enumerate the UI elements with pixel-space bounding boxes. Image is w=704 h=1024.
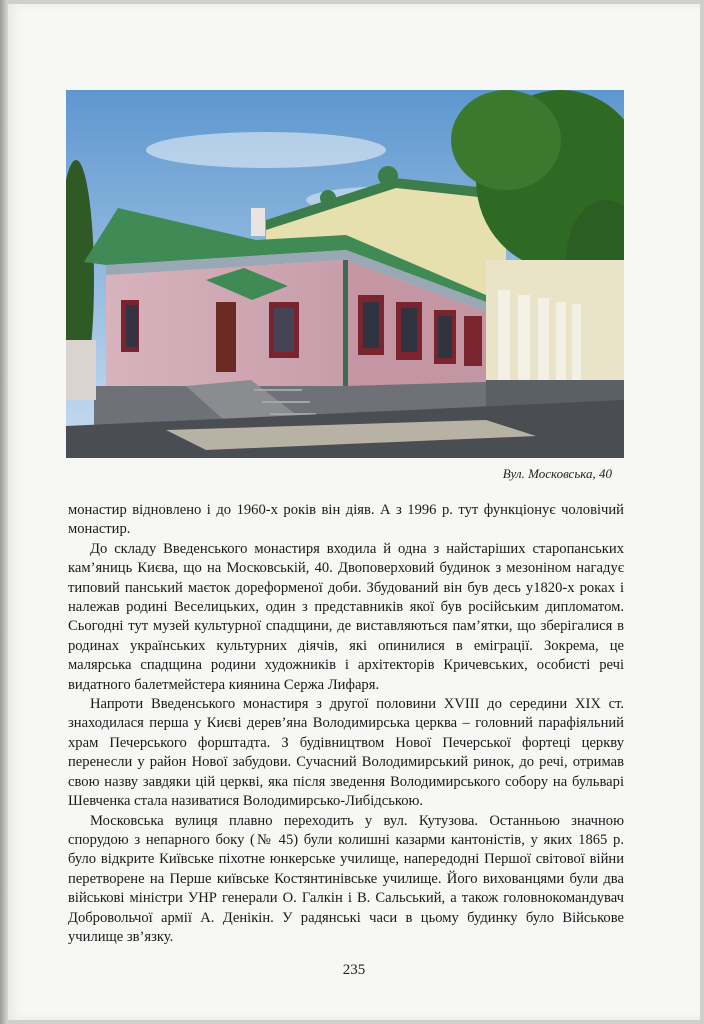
paragraph: монастир відновлено і до 1960-х років він діяв. А з 1996 р. тут функціонує чоловічий монастир. bbox=[68, 502, 624, 538]
photo-caption: Вул. Московська, 40 bbox=[502, 466, 612, 481]
page-number: 235 bbox=[342, 962, 366, 978]
page-gutter bbox=[0, 0, 8, 1024]
paragraph: Московська вулиця плавно переходить у вул. Кутузова. Останньою значною спорудою з непарного боку (№ 45) були колишні казарми кантоністів, у яких 1865 р. було відкрите Київське піхотне юнкерське училище, напередодні Першої світової війни перетворене на Перше київське Костянтинівське училище. Його вихованцями були два військові міністри УНР генерали О. Галкін і В. Сальський, а також головнокомандувач Добровольчої армії А. Денікін. У радянські часи в цьому будинку було Військове училище зв’язку. bbox=[68, 812, 624, 945]
building-photo bbox=[66, 90, 624, 458]
book-page bbox=[8, 4, 700, 1020]
body-text bbox=[68, 501, 624, 947]
paragraph: До складу Введенського монастиря входила й одна з найстаріших старопанських кам’яниць Києва, що на Московській, 40. Двоповерховий будинок з мезоніном нагадує типовий панський маєток дореформеної доби. Збудований він був десь у1820-х роках і належав родині Веселицьких, один з представників якої був російським дипломатом. Сьогодні тут музей культурної спадщини, де виставляються пам’ятки, що зберігалися в родинах українських культурних діячів, які опинилися в еміграції. Зокрема, це малярська спадщина родини художників і архітекторів Кричевських, особисті речі видатного балетмейстера киянина Сержа Лифаря. bbox=[68, 540, 624, 693]
paragraph: Напроти Введенського монастиря з другої половини XVIII до середини XIX ст. знаходилася перша у Києві дерев’яна Володимирська церква – головний парафіяльний храм Печерського форштадта. З будівництвом Нової Печерської фортеці церкву перенесли у район Нової забудови. Сучасний Володимирський ринок, до речі, отримав свою назву завдяки цій церкві, яка після зведення Володимирського собору на бульварі Шевченка стала називатися Володимирсько-Либідською. bbox=[68, 696, 624, 810]
